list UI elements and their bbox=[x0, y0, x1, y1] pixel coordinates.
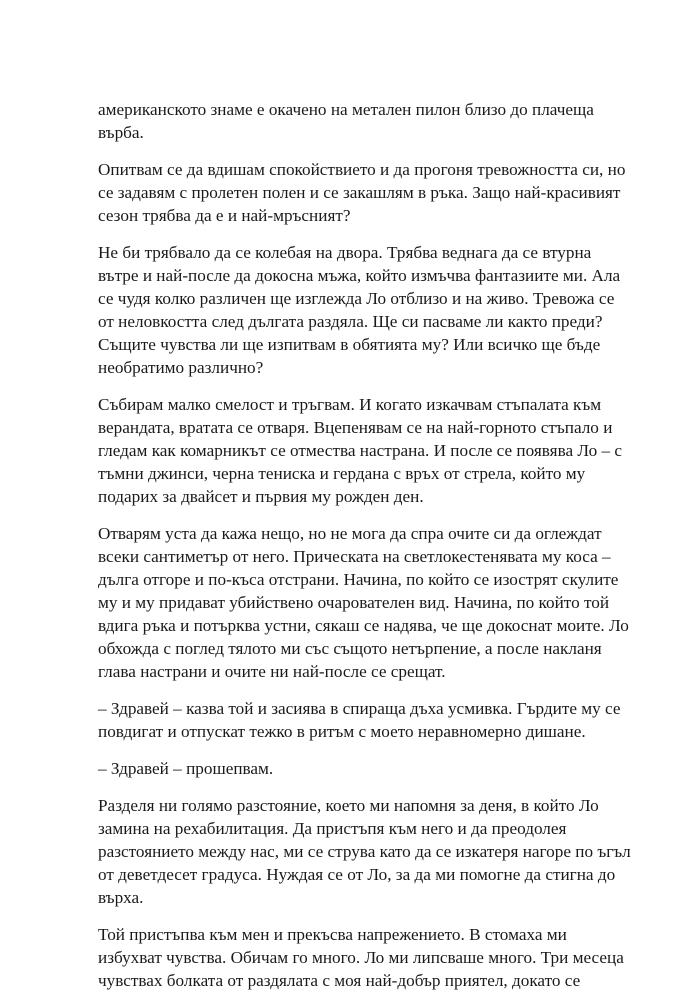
paragraph bbox=[98, 923, 623, 992]
text-line: вдига ръка и потърква устни, сякаш се надява, че ще докоснат моите. Ло bbox=[98, 616, 629, 635]
text-line: – Здравей – казва той и засиява в спираща дъха усмивка. Гърдите му се bbox=[98, 699, 621, 718]
paragraph bbox=[98, 98, 623, 144]
text-line: се чудя колко различен ще изглежда Ло отблизо и на живо. Тревожа се bbox=[98, 289, 615, 308]
text-line: вътре и най-после да докосна мъжа, който измъчва фантазиите ми. Ала bbox=[98, 266, 621, 285]
paragraph bbox=[98, 393, 623, 508]
text-line: тъмни джинси, черна тениска и гердана с връх от стрела, който му bbox=[98, 464, 586, 483]
text-line: от деветдесет градуса. Нуждая се от Ло, за да ми помогне да стигна до bbox=[98, 865, 616, 884]
paragraph bbox=[98, 241, 623, 379]
text-line: върба. bbox=[98, 123, 144, 142]
paragraph bbox=[98, 697, 623, 743]
text-line: Разделя ни голямо разстояние, което ми напомня за деня, в който Ло bbox=[98, 796, 599, 815]
text-line: Той пристъпва към мен и прекъсва напрежението. В стомаха ми bbox=[98, 925, 567, 944]
text-line: сезон трябва да е и най-мръсният? bbox=[98, 206, 351, 225]
text-line: Опитвам се да вдишам спокойствието и да прогоня тревожността си, но bbox=[98, 160, 626, 179]
text-line: обхожда с поглед тялото ми със същото нетърпение, а после накланя bbox=[98, 639, 602, 658]
text-line: – Здравей – прошепвам. bbox=[98, 759, 274, 778]
text-line: от неловкостта след дългата раздяла. Ще си пасваме ли както преди? bbox=[98, 312, 603, 331]
text-line: Отварям уста да кажа нещо, но не мога да спра очите си да оглеждат bbox=[98, 524, 602, 543]
text-line: американското знаме е окачено на метален пилон близо до плачеща bbox=[98, 100, 594, 119]
text-line: Същите чувства ли ще изпитвам в обятията му? Или всичко ще бъде bbox=[98, 335, 601, 354]
paragraph bbox=[98, 757, 623, 780]
paragraph bbox=[98, 794, 631, 909]
text-line: замина на рехабилитация. Да пристъпя към него и да преодолея bbox=[98, 819, 567, 838]
text-line: му и му придават убийствено очарователен вид. Начина, по който той bbox=[98, 593, 610, 612]
text-line: дълга отгоре и по-къса отстрани. Начина, по който се изострят скулите bbox=[98, 570, 619, 589]
text-line: Не би трябвало да се колебая на двора. Трябва веднага да се втурна bbox=[98, 243, 592, 262]
body-text bbox=[98, 98, 631, 1006]
text-line: Събирам малко смелост и тръгвам. И когато изкачвам стъпалата към bbox=[98, 395, 602, 414]
text-line: избухват чувства. Обичам го много. Ло ми липсваше много. Три месеца bbox=[98, 948, 624, 967]
text-line: чувствах болката от раздялата с моя най-добър приятел, докато се bbox=[98, 971, 581, 990]
text-line: повдигат и отпускат тежко в ритъм с моето неравномерно дишане. bbox=[98, 722, 586, 741]
text-line: гледам как комарникът се отмества настрана. И после се появява Ло – с bbox=[98, 441, 623, 460]
paragraph bbox=[98, 522, 629, 683]
paragraph bbox=[98, 158, 626, 227]
text-line: глава настрани и очите ни най-после се срещат. bbox=[98, 662, 446, 681]
text-line: върха. bbox=[98, 888, 144, 907]
text-line: разстоянието между нас, ми се струва като да се изкатеря нагоре по ъгъл bbox=[98, 842, 631, 861]
text-line: необратимо различно? bbox=[98, 358, 264, 377]
text-line: всеки сантиметър от него. Прическата на светлокестенявата му коса – bbox=[98, 547, 611, 566]
text-line: се задавям с пролетен полен и се закашлям в ръка. Защо най-красивият bbox=[98, 183, 621, 202]
text-line: верандата, вратата се отваря. Вцепенявам се на най-горното стъпало и bbox=[98, 418, 613, 437]
text-line: подарих за двайсет и първия му рожден ден. bbox=[98, 487, 424, 506]
